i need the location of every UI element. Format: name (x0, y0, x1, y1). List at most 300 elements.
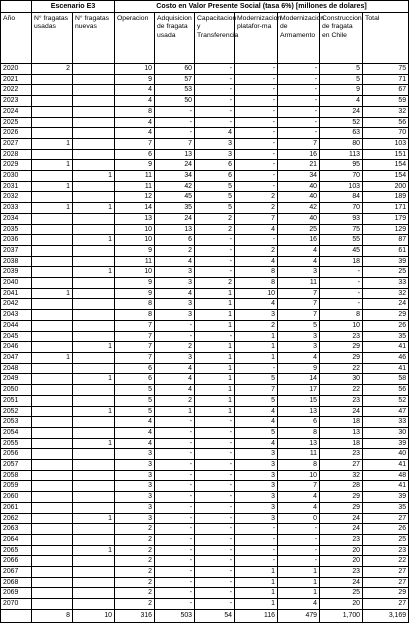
cell-used-frigates: 1 (32, 138, 73, 149)
cell-operation: 6 (115, 363, 155, 374)
cell-acquisition: - (155, 534, 195, 545)
table-row (1, 181, 409, 192)
table-row (1, 502, 409, 513)
cell-training: - (195, 481, 235, 492)
cell-total: 129 (363, 224, 409, 235)
table-row (1, 64, 409, 75)
cell-platform-modernization: 3 (235, 310, 278, 321)
cell-platform-modernization: 2 (235, 203, 278, 214)
cell-operation: 13 (115, 213, 155, 224)
cell-acquisition: 3 (155, 310, 195, 321)
cell-total: 87 (363, 235, 409, 246)
table-row (1, 106, 409, 117)
cell-armament-modernization: 21 (278, 160, 320, 171)
col-header-acquisition: Adquisicion de fragata usada (155, 13, 195, 64)
table-row (1, 395, 409, 406)
cell-year: 2046 (1, 342, 32, 353)
cell-armament-modernization: 11 (278, 449, 320, 460)
cell-year: 2028 (1, 149, 32, 160)
cell-year: 2053 (1, 417, 32, 428)
cell-acquisition: - (155, 449, 195, 460)
cell-armament-modernization: - (278, 524, 320, 535)
cell-new-frigates (73, 64, 115, 75)
table-row (1, 171, 409, 182)
scenario-header: Escenario E3 (32, 1, 115, 13)
cell-acquisition: 6 (155, 235, 195, 246)
cell-used-frigates (32, 74, 73, 85)
cell-new-frigates (73, 160, 115, 171)
cell-acquisition: - (155, 588, 195, 599)
cell-year: 2038 (1, 256, 32, 267)
cell-used-frigates: 1 (32, 181, 73, 192)
cell-used-frigates (32, 438, 73, 449)
cell-platform-modernization: - (235, 181, 278, 192)
table-row (1, 534, 409, 545)
total-construction: 1,700 (320, 609, 363, 622)
cell-acquisition: 35 (155, 203, 195, 214)
cell-total: 41 (363, 460, 409, 471)
cell-platform-modernization: 1 (235, 342, 278, 353)
cell-construction: 84 (320, 192, 363, 203)
total-platform-modernization: 116 (235, 609, 278, 622)
cell-construction: 23 (320, 449, 363, 460)
cell-training: - (195, 502, 235, 513)
cell-training: 1 (195, 363, 235, 374)
cell-training: - (195, 117, 235, 128)
table-row (1, 213, 409, 224)
cell-used-frigates (32, 171, 73, 182)
cell-used-frigates (32, 599, 73, 610)
cell-total: 30 (363, 427, 409, 438)
cell-new-frigates: 1 (73, 267, 115, 278)
cell-year: 2039 (1, 267, 32, 278)
cell-year: 2035 (1, 224, 32, 235)
cell-armament-modernization: 9 (278, 363, 320, 374)
total-used-frigates: 8 (32, 609, 73, 622)
cell-used-frigates (32, 96, 73, 107)
cell-armament-modernization: 6 (278, 417, 320, 428)
cell-acquisition: 4 (155, 256, 195, 267)
cell-used-frigates (32, 310, 73, 321)
cell-used-frigates (32, 385, 73, 396)
cell-operation: 4 (115, 128, 155, 139)
cell-total: 154 (363, 171, 409, 182)
cell-training: 3 (195, 138, 235, 149)
cell-total: 59 (363, 96, 409, 107)
cell-total: 71 (363, 74, 409, 85)
cell-platform-modernization: - (235, 235, 278, 246)
cell-armament-modernization: - (278, 545, 320, 556)
cell-platform-modernization: - (235, 74, 278, 85)
table-body (1, 1, 409, 623)
cell-construction: 70 (320, 171, 363, 182)
cell-acquisition: - (155, 513, 195, 524)
cell-platform-modernization: - (235, 524, 278, 535)
cell-new-frigates (73, 213, 115, 224)
cell-platform-modernization: 10 (235, 288, 278, 299)
cell-acquisition: - (155, 481, 195, 492)
cell-training: - (195, 74, 235, 85)
cell-construction: 29 (320, 352, 363, 363)
cell-training: - (195, 267, 235, 278)
cell-platform-modernization: 8 (235, 278, 278, 289)
cell-training: - (195, 470, 235, 481)
cell-operation: 3 (115, 492, 155, 503)
table-row (1, 278, 409, 289)
cell-construction: 20 (320, 556, 363, 567)
cell-year: 2060 (1, 492, 32, 503)
cell-total: 41 (363, 342, 409, 353)
cell-acquisition: - (155, 460, 195, 471)
cell-new-frigates (73, 417, 115, 428)
cell-total: 25 (363, 534, 409, 545)
table-row (1, 363, 409, 374)
total-new-frigates: 10 (73, 609, 115, 622)
cell-platform-modernization: 3 (235, 481, 278, 492)
cell-armament-modernization: 7 (278, 310, 320, 321)
cell-new-frigates (73, 299, 115, 310)
cell-construction: 5 (320, 74, 363, 85)
table-row (1, 524, 409, 535)
table-row (1, 320, 409, 331)
cell-used-frigates: 1 (32, 288, 73, 299)
cell-platform-modernization: - (235, 85, 278, 96)
cell-acquisition: - (155, 320, 195, 331)
cell-construction: 22 (320, 363, 363, 374)
cell-used-frigates (32, 245, 73, 256)
cell-new-frigates (73, 117, 115, 128)
cell-armament-modernization: - (278, 74, 320, 85)
col-header-construction: Construccion de fragata en Chile (320, 13, 363, 64)
cell-construction: 4 (320, 96, 363, 107)
cell-training: - (195, 556, 235, 567)
cell-training: - (195, 64, 235, 75)
cell-year: 2048 (1, 363, 32, 374)
cell-operation: 9 (115, 74, 155, 85)
cell-construction: 29 (320, 342, 363, 353)
cell-construction: 22 (320, 385, 363, 396)
cell-training: 3 (195, 149, 235, 160)
cell-total: 70 (363, 128, 409, 139)
cell-total: 171 (363, 203, 409, 214)
cell-acquisition: 53 (155, 85, 195, 96)
cell-platform-modernization: 4 (235, 417, 278, 428)
cell-operation: 9 (115, 245, 155, 256)
cell-platform-modernization: 3 (235, 460, 278, 471)
cell-operation: 9 (115, 278, 155, 289)
table-row (1, 556, 409, 567)
cell-new-frigates (73, 567, 115, 578)
cell-new-frigates (73, 588, 115, 599)
cell-year: 2022 (1, 85, 32, 96)
cell-platform-modernization: 3 (235, 513, 278, 524)
cell-year: 2030 (1, 171, 32, 182)
table-row (1, 417, 409, 428)
cell-armament-modernization: 34 (278, 171, 320, 182)
cell-new-frigates (73, 106, 115, 117)
cell-platform-modernization: 5 (235, 395, 278, 406)
cell-operation: 8 (115, 310, 155, 321)
cell-armament-modernization: 25 (278, 224, 320, 235)
cell-year: 2051 (1, 395, 32, 406)
cell-armament-modernization: 17 (278, 385, 320, 396)
cell-total: 27 (363, 577, 409, 588)
cell-total: 48 (363, 470, 409, 481)
cell-training: - (195, 524, 235, 535)
col-header-new-frigates: N° fragatas nuevas (73, 13, 115, 64)
cell-acquisition: - (155, 545, 195, 556)
cell-total: 179 (363, 213, 409, 224)
cell-armament-modernization: - (278, 117, 320, 128)
cell-year: 2027 (1, 138, 32, 149)
cell-armament-modernization: 4 (278, 599, 320, 610)
totals-row (1, 609, 409, 622)
cell-total: 47 (363, 406, 409, 417)
cell-training: 5 (195, 181, 235, 192)
cell-platform-modernization: 3 (235, 502, 278, 513)
cell-acquisition: 24 (155, 160, 195, 171)
cell-platform-modernization: 7 (235, 385, 278, 396)
cell-construction: 24 (320, 524, 363, 535)
cell-acquisition: 13 (155, 149, 195, 160)
cell-platform-modernization: - (235, 556, 278, 567)
cell-training: - (195, 427, 235, 438)
cell-training: - (195, 331, 235, 342)
cell-total: 151 (363, 149, 409, 160)
cell-new-frigates (73, 352, 115, 363)
table-row (1, 74, 409, 85)
cell-used-frigates (32, 577, 73, 588)
cell-training: - (195, 513, 235, 524)
cell-training: 1 (195, 288, 235, 299)
cell-used-frigates (32, 534, 73, 545)
cell-used-frigates (32, 117, 73, 128)
cell-year: 2036 (1, 235, 32, 246)
cell-new-frigates: 1 (73, 513, 115, 524)
cell-total: 33 (363, 278, 409, 289)
cell-training: - (195, 567, 235, 578)
cell-platform-modernization: 4 (235, 256, 278, 267)
cell-acquisition: 1 (155, 406, 195, 417)
cell-total: 29 (363, 588, 409, 599)
cell-platform-modernization: - (235, 64, 278, 75)
cell-operation: 3 (115, 470, 155, 481)
cell-operation: 3 (115, 449, 155, 460)
cell-used-frigates (32, 567, 73, 578)
cell-acquisition: 2 (155, 342, 195, 353)
cell-construction: 23 (320, 534, 363, 545)
cell-construction: - (320, 278, 363, 289)
cell-operation: 10 (115, 224, 155, 235)
cell-year: 2052 (1, 406, 32, 417)
cell-used-frigates (32, 406, 73, 417)
cell-training: - (195, 96, 235, 107)
cell-training: 1 (195, 385, 235, 396)
cell-operation: 11 (115, 171, 155, 182)
cell-operation: 10 (115, 235, 155, 246)
total-acquisition: 503 (155, 609, 195, 622)
cell-new-frigates (73, 256, 115, 267)
cell-new-frigates: 1 (73, 342, 115, 353)
cell-acquisition: - (155, 117, 195, 128)
cell-acquisition: - (155, 524, 195, 535)
table-row (1, 352, 409, 363)
cell-new-frigates: 1 (73, 545, 115, 556)
cell-construction: 70 (320, 203, 363, 214)
cell-construction: 27 (320, 460, 363, 471)
cell-total: 46 (363, 352, 409, 363)
cell-new-frigates (73, 385, 115, 396)
cell-operation: 5 (115, 385, 155, 396)
cell-year: 2061 (1, 502, 32, 513)
cell-armament-modernization: 10 (278, 470, 320, 481)
cell-year: 2029 (1, 160, 32, 171)
cell-operation: 4 (115, 96, 155, 107)
cell-operation: 7 (115, 320, 155, 331)
cell-new-frigates (73, 524, 115, 535)
cell-training: 1 (195, 352, 235, 363)
cell-operation: 4 (115, 117, 155, 128)
cell-construction: 20 (320, 545, 363, 556)
cell-total: 56 (363, 385, 409, 396)
cell-platform-modernization: 3 (235, 492, 278, 503)
table-row (1, 331, 409, 342)
cell-new-frigates (73, 502, 115, 513)
cell-acquisition: 4 (155, 288, 195, 299)
cell-platform-modernization: - (235, 363, 278, 374)
cell-used-frigates (32, 256, 73, 267)
cell-operation: 11 (115, 181, 155, 192)
cell-acquisition: 4 (155, 363, 195, 374)
cell-total: 56 (363, 117, 409, 128)
table-row (1, 96, 409, 107)
cell-new-frigates (73, 278, 115, 289)
cell-armament-modernization: 11 (278, 278, 320, 289)
cell-used-frigates (32, 417, 73, 428)
cell-platform-modernization: - (235, 138, 278, 149)
cell-new-frigates (73, 556, 115, 567)
cell-training: - (195, 588, 235, 599)
cell-new-frigates (73, 96, 115, 107)
total-armament-modernization: 479 (278, 609, 320, 622)
cell-acquisition: - (155, 567, 195, 578)
cell-operation: 7 (115, 352, 155, 363)
cell-construction: 63 (320, 128, 363, 139)
table-row (1, 342, 409, 353)
cell-armament-modernization: 40 (278, 181, 320, 192)
cell-platform-modernization: 1 (235, 331, 278, 342)
cell-operation: 4 (115, 417, 155, 428)
cell-operation: 4 (115, 438, 155, 449)
cell-training: 5 (195, 203, 235, 214)
cell-construction: 24 (320, 106, 363, 117)
cell-used-frigates (32, 427, 73, 438)
table-row (1, 192, 409, 203)
cell-operation: 14 (115, 203, 155, 214)
cell-used-frigates (32, 192, 73, 203)
cell-acquisition: - (155, 427, 195, 438)
cell-year: 2032 (1, 192, 32, 203)
table-row (1, 588, 409, 599)
cell-acquisition: 3 (155, 267, 195, 278)
cell-operation: 8 (115, 299, 155, 310)
cell-year: 2047 (1, 352, 32, 363)
cell-acquisition: - (155, 417, 195, 428)
cell-total: 189 (363, 192, 409, 203)
cell-used-frigates (32, 502, 73, 513)
cell-construction: - (320, 299, 363, 310)
cell-acquisition: - (155, 502, 195, 513)
cell-acquisition: - (155, 556, 195, 567)
cell-operation: 2 (115, 534, 155, 545)
cell-new-frigates: 1 (73, 203, 115, 214)
cell-armament-modernization: 14 (278, 374, 320, 385)
cell-construction: 18 (320, 417, 363, 428)
cell-total: 39 (363, 256, 409, 267)
cell-acquisition: 34 (155, 171, 195, 182)
table-row (1, 427, 409, 438)
cell-training: - (195, 417, 235, 428)
cell-total: 27 (363, 567, 409, 578)
cell-construction: 13 (320, 427, 363, 438)
cell-construction: 93 (320, 213, 363, 224)
cell-construction: 10 (320, 320, 363, 331)
cell-armament-modernization: 4 (278, 502, 320, 513)
cell-armament-modernization: 0 (278, 513, 320, 524)
cell-used-frigates: 2 (32, 64, 73, 75)
cell-used-frigates (32, 363, 73, 374)
cell-year: 2026 (1, 128, 32, 139)
cell-used-frigates (32, 342, 73, 353)
cell-construction: - (320, 288, 363, 299)
cell-acquisition: 42 (155, 181, 195, 192)
cell-construction: 103 (320, 181, 363, 192)
cell-training: 4 (195, 128, 235, 139)
cell-armament-modernization: 7 (278, 138, 320, 149)
cell-new-frigates (73, 138, 115, 149)
cell-total: 32 (363, 106, 409, 117)
cell-operation: 2 (115, 599, 155, 610)
cell-operation: 10 (115, 64, 155, 75)
cell-construction: 80 (320, 138, 363, 149)
cell-used-frigates: 1 (32, 352, 73, 363)
cell-used-frigates (32, 213, 73, 224)
cell-training: 2 (195, 213, 235, 224)
cell-year: 2057 (1, 460, 32, 471)
cell-year: 2034 (1, 213, 32, 224)
cell-acquisition: - (155, 577, 195, 588)
col-header-platform-modernization: Modernizacion platafor-ma (235, 13, 278, 64)
cell-used-frigates (32, 235, 73, 246)
table-row (1, 288, 409, 299)
cell-new-frigates: 1 (73, 171, 115, 182)
cell-acquisition: 57 (155, 74, 195, 85)
cell-armament-modernization: 4 (278, 256, 320, 267)
cell-used-frigates (32, 374, 73, 385)
cell-acquisition: 13 (155, 224, 195, 235)
cell-armament-modernization: - (278, 106, 320, 117)
cell-platform-modernization: - (235, 545, 278, 556)
cell-training: 6 (195, 160, 235, 171)
cell-armament-modernization: 3 (278, 331, 320, 342)
cell-training: - (195, 577, 235, 588)
cell-year: 2031 (1, 181, 32, 192)
cell-construction: - (320, 267, 363, 278)
cell-training: - (195, 245, 235, 256)
cell-acquisition: 2 (155, 245, 195, 256)
cell-armament-modernization: 42 (278, 203, 320, 214)
cell-total: 41 (363, 363, 409, 374)
